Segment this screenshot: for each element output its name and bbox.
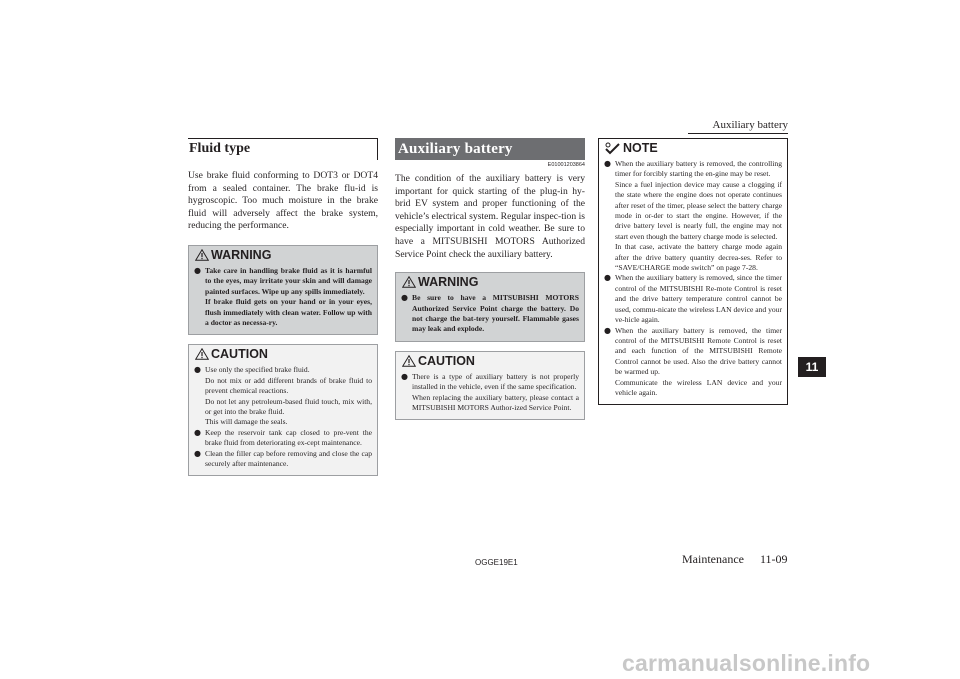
bullet-item (194, 266, 372, 328)
bullet-paragraph: This will damage the seals. (205, 417, 288, 427)
caution-heading (396, 352, 584, 370)
note-box (598, 138, 788, 405)
caution-label: CAUTION (211, 347, 268, 362)
bullet-text (412, 293, 579, 335)
bullet-paragraph: Clean the filler cap before removing and close the cap securely after maintenance. (205, 448, 372, 469)
section-code: E01001203864 (547, 162, 585, 168)
footer-page-number: 11-09 (759, 552, 788, 566)
aux-warning-box (395, 272, 585, 342)
footer-page-label (682, 552, 788, 567)
column-auxiliary-battery (395, 138, 585, 429)
aux-caution-items (396, 370, 584, 420)
warning-heading (189, 246, 377, 264)
fluid-warning-box (188, 245, 378, 335)
bullet-item (194, 428, 372, 449)
bullet-text (615, 326, 782, 399)
bullet-item (401, 372, 579, 414)
aux-caution-box (395, 351, 585, 421)
section-title-auxiliary-battery: Auxiliary battery (395, 138, 585, 160)
warning-triangle-icon (402, 276, 416, 288)
bullet-text (205, 365, 372, 427)
bullet-item (604, 159, 782, 273)
caution-triangle-icon (195, 348, 209, 360)
warning-label: WARNING (418, 275, 479, 290)
bullet-item (194, 449, 372, 470)
bullet-paragraph: Use only the specified brake fluid. (205, 365, 310, 375)
warning-heading (396, 273, 584, 291)
caution-heading (189, 345, 377, 363)
note-heading (599, 139, 787, 157)
bullet-paragraph: Do not let any petroleum-based fluid touch, mix with, or get into the brake fluid. (205, 396, 372, 417)
bullet-item (604, 326, 782, 399)
header-rule (688, 133, 788, 134)
bullet-paragraph: Communicate the wireless LAN device and your vehicle again. (615, 377, 782, 397)
caution-label: CAUTION (418, 353, 475, 368)
bullet-paragraph: There is a type of auxiliary battery is not properly installed in the vehicle, even if the same specification. (412, 371, 579, 392)
column-note (598, 138, 788, 414)
bullet-paragraph: When the auxiliary battery is removed, the timer control of the MITSUBISHI Remote Control is reset and each function of the MITSUBISHI Remote Control cannot be used. Also the drive battery cannot be warmed up. (615, 325, 782, 377)
aux-battery-body: The condition of the auxiliary battery is very important for quick starting of the plug-in hy-brid EV system and proper functioning of the vehicle’s electrical system. Regular inspec-tion is especially important in cold weather. Be sure to have a MITSUBISHI MOTORS Authorized Service Point check the auxiliary battery. (395, 173, 585, 260)
aux-warning-items (396, 291, 584, 341)
bullet-text (412, 372, 579, 414)
bullet-icon: ● (604, 159, 611, 168)
bullet-paragraph: Be sure to have a MITSUBISHI MOTORS Authorized Service Point charge the battery. Do not charge the bat-tery yourself. Flammable gases may leak and explode. (412, 293, 579, 334)
fluid-type-body: Use brake fluid conforming to DOT3 or DOT4 from a sealed container. The brake flu-id is hygroscopic. Too much moisture in the brake fluid will adversely affect the brake system, reducing the performance. (188, 170, 378, 232)
column-fluid-type (188, 138, 378, 485)
bullet-paragraph: Keep the reservoir tank cap closed to pre-vent the brake fluid from deteriorating ex-cept maintenance. (205, 427, 372, 448)
fluid-warning-items (189, 264, 377, 334)
section-title-fluid-type: Fluid type (188, 138, 378, 160)
bullet-paragraph: In that case, activate the battery charge mode again after the drive battery quantity decrea-ses. Refer to “SAVE/CHARGE mode switch” on page 7-28. (615, 242, 782, 273)
bullet-item (401, 293, 579, 335)
bullet-paragraph: If brake fluid gets on your hand or in your eyes, flush immediately with clean water. Follow up with a doctor as necessa-ry. (205, 297, 372, 327)
bullet-icon: ● (194, 365, 201, 375)
footer-section: Maintenance (682, 552, 744, 566)
caution-triangle-icon (402, 355, 416, 367)
note-label: NOTE (623, 141, 658, 155)
bullet-icon: ● (604, 325, 611, 335)
fluid-caution-box (188, 344, 378, 476)
bullet-text (615, 159, 782, 273)
warning-triangle-icon (195, 249, 209, 261)
bullet-item (604, 273, 782, 325)
bullet-item (194, 365, 372, 427)
bullet-paragraph: When the auxiliary battery is removed, since the timer control of the MITSUBISHI Re-mote Control is reset and the drive battery temperature control cannot be used, commu-nicate the wireless LAN device and your ve-hicle again. (615, 273, 783, 325)
running-header: Auxiliary battery (712, 119, 788, 131)
bullet-text (205, 266, 372, 328)
chapter-tab: 11 (798, 357, 826, 377)
bullet-paragraph: Do not mix or add different brands of brake fluid to prevent chemical reactions. (205, 375, 372, 396)
warning-label: WARNING (211, 247, 272, 262)
bullet-paragraph: Take care in handling brake fluid as it is harmful to the eyes, may irritate your skin and will damage painted surfaces. Wipe up any spills immediately. (205, 265, 372, 296)
bullet-paragraph: Since a fuel injection device may cause a clogging if the state where the engine does not operate continues after reset of the timer, please select the battery charge mode in or-der to start the engine. However, if the drive battery level is nearly full, the engine may not start even though the battery charge mode is selected. (615, 179, 782, 241)
bullet-icon: ● (194, 427, 201, 437)
note-pencil-icon (605, 142, 621, 155)
bullet-paragraph: When replacing the auxiliary battery, please contact a MITSUBISHI MOTORS Author-ized Service Point. (412, 392, 579, 412)
watermark: carmanualsonline.info (622, 650, 871, 676)
bullet-icon: ● (401, 371, 408, 381)
bullet-text (205, 428, 372, 449)
bullet-paragraph: When the auxiliary battery is removed, the controlling timer for forcibly starting the en-gine may be reset. (615, 159, 782, 179)
bullet-icon: ● (604, 273, 611, 283)
bullet-icon: ● (194, 448, 201, 458)
bullet-text (615, 273, 782, 325)
bullet-icon: ● (194, 265, 201, 275)
fluid-caution-items (189, 363, 377, 475)
footer-doc-code: OGGE19E1 (475, 558, 518, 567)
bullet-text (205, 449, 372, 470)
note-items (599, 157, 787, 404)
bullet-icon: ● (401, 293, 408, 303)
